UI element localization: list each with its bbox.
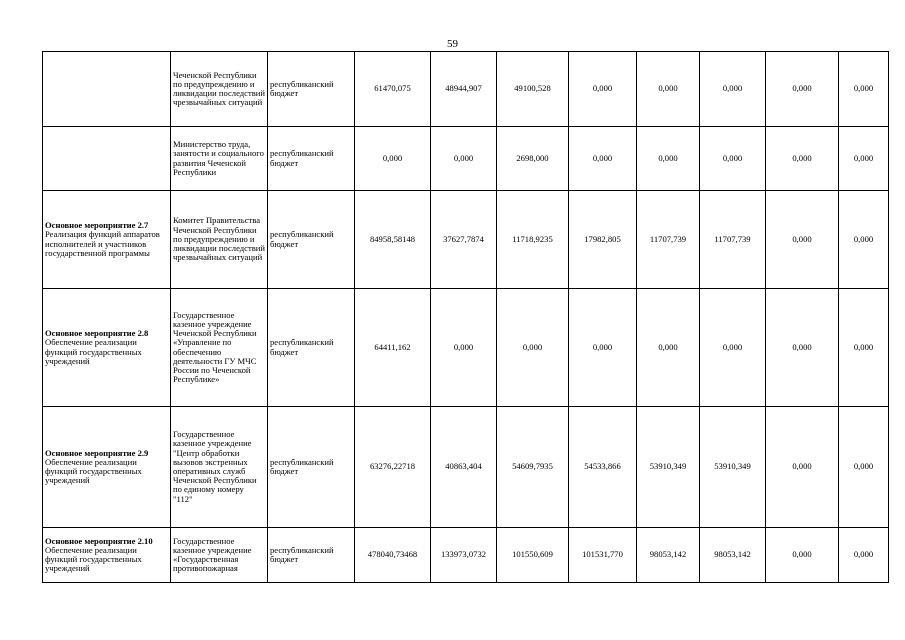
table-row (43, 52, 889, 127)
amount-cell: 0,000 (766, 127, 839, 191)
event-title: Основное мероприятие 2.7 (45, 220, 149, 231)
amount-cell: 98053,142 (700, 528, 766, 583)
amount-cell: 101531,770 (569, 528, 637, 583)
executor-cell: Государственное казенное учреждение Чеченской Республики «Управление по обеспечению деятельности ГУ МЧС России по Чеченской Республике» (171, 289, 268, 407)
amount-cell: 0,000 (431, 127, 497, 191)
amount-cell: 0,000 (839, 127, 889, 191)
amount-cell: 0,000 (700, 289, 766, 407)
amount-cell: 84958,58148 (355, 191, 431, 289)
amount-cell: 0,000 (569, 52, 637, 127)
funding-source-cell: республиканский бюджет (268, 528, 355, 583)
executor-cell: Государственное казенное учреждение «Государственная противопожарная (171, 528, 268, 583)
table-row (43, 289, 889, 407)
event-cell (43, 528, 171, 583)
event-cell (43, 407, 171, 528)
executor-cell: Министерство труда, занятости и социального развития Чеченской Республики (171, 127, 268, 191)
amount-cell: 133973,0732 (431, 528, 497, 583)
amount-cell: 0,000 (700, 127, 766, 191)
budget-table (42, 51, 889, 583)
amount-cell: 0,000 (355, 127, 431, 191)
event-title: Основное мероприятие 2.9 (45, 447, 149, 458)
amount-cell: 0,000 (766, 528, 839, 583)
table-row (43, 528, 889, 583)
page-number: 59 (447, 38, 458, 50)
event-cell (43, 52, 171, 127)
amount-cell: 0,000 (839, 407, 889, 528)
executor-cell: Государственное казенное учреждение "Центр обработки вызовов экстренных оперативных служб Чеченской Республики по единому номеру "112" (171, 407, 268, 528)
amount-cell: 0,000 (839, 528, 889, 583)
amount-cell: 0,000 (766, 407, 839, 528)
event-cell (43, 191, 171, 289)
event-cell (43, 127, 171, 191)
amount-cell: 101550,609 (497, 528, 569, 583)
amount-cell: 478040,73468 (355, 528, 431, 583)
funding-source-cell: республиканский бюджет (268, 407, 355, 528)
table-row (43, 127, 889, 191)
funding-source-cell: республиканский бюджет (268, 289, 355, 407)
amount-cell: 11707,739 (700, 191, 766, 289)
amount-cell: 64411,162 (355, 289, 431, 407)
table-row (43, 191, 889, 289)
amount-cell: 0,000 (497, 289, 569, 407)
funding-source-cell: республиканский бюджет (268, 127, 355, 191)
amount-cell: 0,000 (637, 127, 700, 191)
amount-cell: 0,000 (431, 289, 497, 407)
amount-cell: 0,000 (700, 52, 766, 127)
amount-cell: 0,000 (637, 289, 700, 407)
table-body (43, 52, 889, 583)
funding-source-cell: республиканский бюджет (268, 52, 355, 127)
amount-cell: 0,000 (839, 52, 889, 127)
amount-cell: 54609,7935 (497, 407, 569, 528)
amount-cell: 53910,349 (700, 407, 766, 528)
amount-cell: 2698,000 (497, 127, 569, 191)
executor-cell: Комитет Правительства Чеченской Республики по предупреждению и ликвидации последствий чрезвычайных ситуаций (171, 191, 268, 289)
amount-cell: 98053,142 (637, 528, 700, 583)
amount-cell: 63276,22718 (355, 407, 431, 528)
amount-cell: 11707,739 (637, 191, 700, 289)
amount-cell: 11718,9235 (497, 191, 569, 289)
amount-cell: 0,000 (766, 52, 839, 127)
amount-cell: 40863,404 (431, 407, 497, 528)
event-title: Основное мероприятие 2.10 (45, 535, 153, 546)
event-description: Обеспечение реализации функций государственных учреждений (45, 544, 142, 574)
amount-cell: 0,000 (839, 191, 889, 289)
amount-cell: 53910,349 (637, 407, 700, 528)
amount-cell: 0,000 (766, 289, 839, 407)
amount-cell: 61470,075 (355, 52, 431, 127)
event-description: Обеспечение реализации функций государственных учреждений (45, 337, 142, 366)
executor-cell: Чеченской Республики по предупреждению и ликвидации последствий чрезвычайных ситуаций (171, 52, 268, 127)
amount-cell: 48944,907 (431, 52, 497, 127)
amount-cell: 0,000 (637, 52, 700, 127)
event-cell (43, 289, 171, 407)
amount-cell: 0,000 (569, 289, 637, 407)
amount-cell: 0,000 (766, 191, 839, 289)
event-description: Обеспечение реализации функций государственных учреждений (45, 456, 142, 486)
amount-cell: 0,000 (569, 127, 637, 191)
amount-cell: 17982,805 (569, 191, 637, 289)
event-title: Основное мероприятие 2.8 (45, 328, 149, 339)
table-row (43, 407, 889, 528)
amount-cell: 0,000 (839, 289, 889, 407)
amount-cell: 49100,528 (497, 52, 569, 127)
funding-source-cell: республиканский бюджет (268, 191, 355, 289)
amount-cell: 54533,866 (569, 407, 637, 528)
amount-cell: 37627,7874 (431, 191, 497, 289)
event-description: Реализация функций аппаратов исполнителей и участников государственной программы (45, 229, 160, 258)
